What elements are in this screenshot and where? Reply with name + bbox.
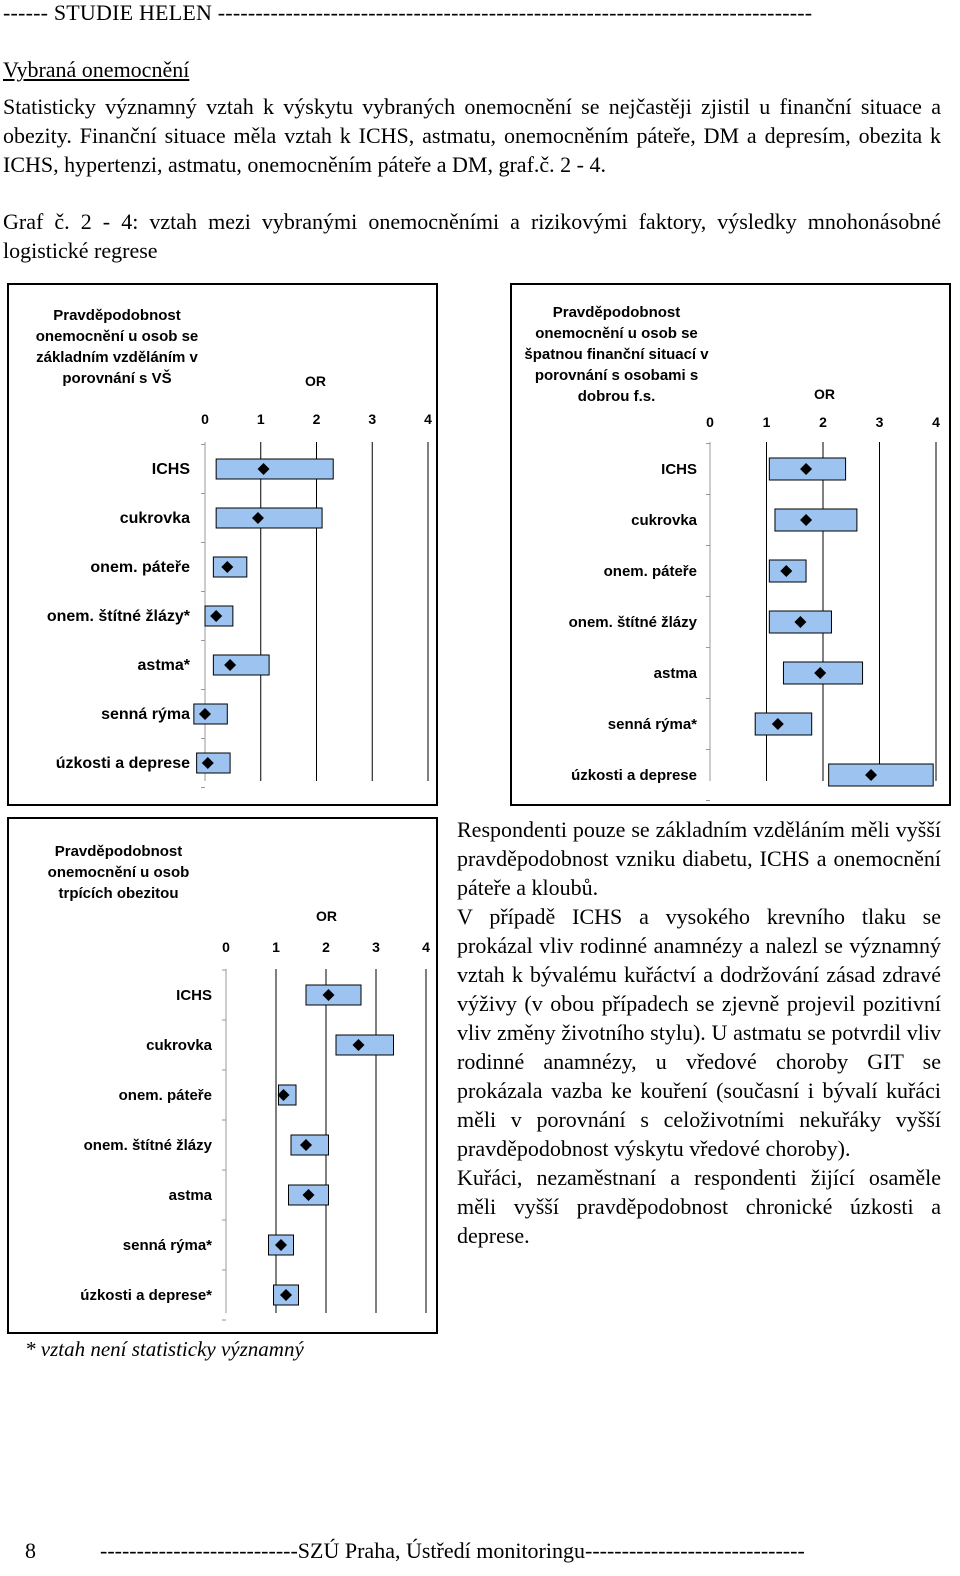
chart-xlabel: OR <box>814 386 835 402</box>
x-tick-label: 4 <box>422 939 430 955</box>
ci-box <box>775 509 857 531</box>
x-tick-label: 3 <box>372 939 380 955</box>
row-label: senná rýma* <box>122 1237 212 1254</box>
row-label: ICHS <box>176 987 212 1004</box>
row-label: onem. páteře <box>603 563 697 580</box>
x-tick-label: 0 <box>201 411 209 427</box>
graph-caption: Graf č. 2 - 4: vztah mezi vybranými onemocněními a rizikovými faktory, výsledky mnohonásobné logistické regrese <box>3 209 941 263</box>
row-label: úzkosti a deprese* <box>80 1287 212 1304</box>
row-label: úzkosti a deprese <box>571 767 697 784</box>
side-text <box>457 815 941 1250</box>
forest-chart-education <box>7 283 438 806</box>
forest-chart-finance <box>510 283 951 806</box>
chart-xlabel: OR <box>316 908 337 924</box>
x-tick-label: 2 <box>322 939 330 955</box>
chart-title: Pravděpodobnost onemocnění u osob se špatnou finanční situací v porovnání s osobami s dobrou f.s. <box>524 304 709 405</box>
row-label: astma <box>168 1187 212 1204</box>
row-label: cukrovka <box>146 1037 212 1054</box>
ci-box <box>216 508 322 528</box>
x-tick-label: 4 <box>932 414 940 430</box>
side-paragraph: Respondenti pouze se základním vzděláním měli vyšší pravděpodobnost vzniku diabetu, ICHS a onemocnění páteře a kloubů. <box>457 817 941 900</box>
row-label: cukrovka <box>119 510 190 527</box>
x-tick-label: 1 <box>272 939 280 955</box>
section-title: Vybraná onemocnění <box>3 57 190 82</box>
row-label: senná rýma <box>101 706 190 723</box>
x-tick-label: 4 <box>424 411 432 427</box>
ci-box <box>213 655 269 675</box>
row-label: onem. štítné žlázy <box>568 614 697 631</box>
row-label: astma* <box>137 657 190 674</box>
chart-title: Pravděpodobnost onemocnění u osob se základním vzděláním v porovnání s VŠ <box>35 307 199 387</box>
ci-box <box>336 1035 394 1055</box>
page-footer <box>25 1538 805 1564</box>
row-label: onem. štítné žlázy <box>83 1137 212 1154</box>
x-tick-label: 0 <box>222 939 230 955</box>
x-tick-label: 1 <box>256 411 265 427</box>
page-header: ------ STUDIE HELEN ------------------------------------------------------------------------------- <box>3 0 813 25</box>
x-tick-label: 1 <box>762 414 771 430</box>
x-tick-label: 3 <box>875 414 884 430</box>
row-label: onem. páteře <box>118 1087 212 1104</box>
x-tick-label: 0 <box>706 414 714 430</box>
footnote: * vztah není statisticky významný <box>25 1337 304 1361</box>
ci-box <box>829 764 934 786</box>
ci-box <box>216 459 333 479</box>
row-label: úzkosti a deprese <box>55 755 190 772</box>
forest-chart-obesity <box>7 817 438 1334</box>
chart-title: Pravděpodobnost onemocnění u osob trpících obezitou <box>47 843 190 902</box>
x-tick-label: 3 <box>368 411 377 427</box>
footer-text: ---------------------------SZÚ Praha, Ústředí monitoringu------------------------------ <box>100 1538 805 1563</box>
intro-paragraph: Statisticky významný vztah k výskytu vybraných onemocnění se nejčastěji zjistil u finanční situace a obezity. Finanční situace měla vztah k ICHS, astmatu, onemocněním páteře, DM a depresím, obezita k ICHS, hypertenzi, astmatu, onemocněním páteře a DM, graf.č. 2 - 4. <box>3 94 941 177</box>
row-label: ICHS <box>151 461 190 478</box>
row-label: ICHS <box>661 461 697 478</box>
x-tick-label: 2 <box>819 414 827 430</box>
row-label: onem. páteře <box>90 559 190 576</box>
side-paragraph: V případě ICHS a vysokého krevního tlaku se prokázal vliv rodinné anamnézy a nalezl se významný vztah k bývalému kuřáctví a dodržování zásad zdravé výživy (v obou případech se zjevně projevil pozitivní vliv změny životního stylu). U astmatu se potvrdil vliv rodinné anamnézy, u vředové choroby GIT se prokázala vazba ke kouření (současní i bývalí kuřáci měli v porovnání s celoživotními nekuřáky vyšší pravděpodobnost výskytu vředové choroby). <box>457 904 941 1161</box>
row-label: cukrovka <box>631 512 697 529</box>
row-label: senná rýma* <box>607 716 697 733</box>
row-label: astma <box>653 665 697 682</box>
side-paragraph: Kuřáci, nezaměstnaní a respondenti žijící osaměle měli vyšší pravděpodobnost chronické úzkosti a deprese. <box>457 1165 941 1248</box>
chart-xlabel: OR <box>305 373 326 389</box>
row-label: onem. štítné žlázy* <box>46 608 190 625</box>
page-number: 8 <box>25 1538 36 1563</box>
x-tick-label: 2 <box>312 411 321 427</box>
